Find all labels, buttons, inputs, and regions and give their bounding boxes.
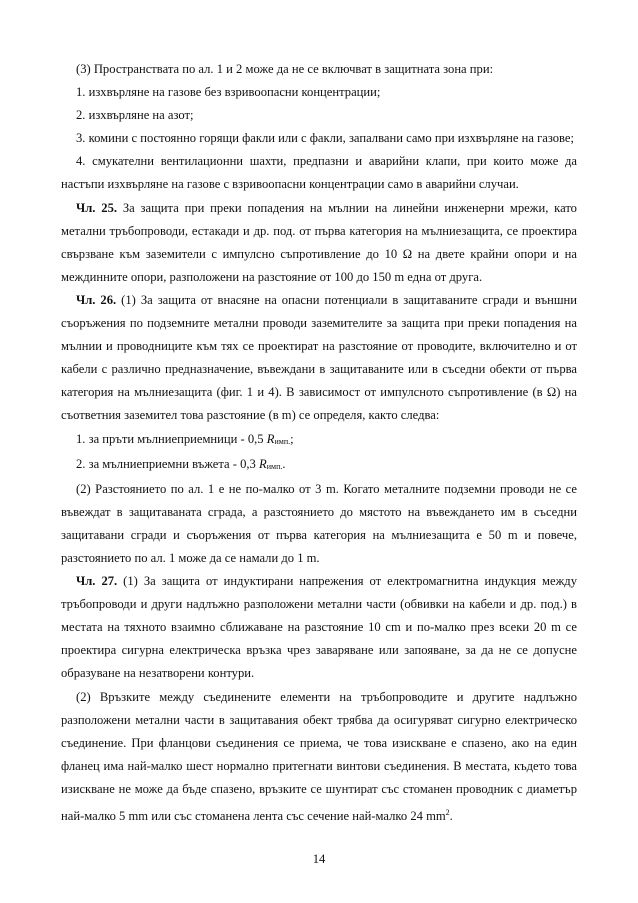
paragraph: (3) Пространствата по ал. 1 и 2 може да не се включват в защитната зона при:	[76, 62, 494, 76]
list-item: 1. за пръти мълниеприемници - 0,5 $R_{имп.}$;	[76, 431, 294, 446]
list-item: 2. за мълниеприемни въжета - 0,3 $R_{имп.}$.	[76, 456, 286, 471]
article-25	[61, 197, 577, 289]
list-item: 3. комини с постоянно горящи факли или с факли, запалвани само при изхвърляне на газове;	[76, 131, 574, 146]
article-label: Чл. 27.	[76, 574, 118, 589]
paragraph: (2) Връзките между съединените елементи на тръбопроводите и другите надлъжно разположени метални части в защитавания обект трябва да осигуряват сигурно електрическо съединение. При фланцови съединения се приема, че това изискване е спазено, ако на един фланец има най-малко шест нормално притегнати винтови съединения. В местата, където това изискване не може да бъде спазено, връзките се шунтират със стоманен проводник с диаметър най-малко 5 mm или със стоманена лента със сечение най-малко 24 $mm^2$.	[61, 689, 577, 823]
article-text: За защита при преки попадения на мълнии на линейни инженерни мрежи, като метални тръбопроводи, естакади и др. под. от първа категория на мълниезащита, се проектира свързване към заземители с импулсно съпротивление до 10 Ω на двете крайни опори и на междинните опори, разположени на разстояние от 100 до 150 m една от друга.	[61, 200, 577, 284]
article-27	[61, 570, 577, 685]
article-label: Чл. 26.	[76, 292, 117, 307]
article-label: Чл. 25.	[76, 200, 118, 215]
article-text: (1) За защита от внасяне на опасни потенциали в защитаваните сгради и външни съоръжения по подземните метални проводи заземителите за защита при преки попадения на мълнии и проводниците към тях се проектират на разстояние от проводите, включително и от кабели с различно предназначение, въвеждани в защитаваните или в съседни обекти от първа категория на мълниезащита (фиг. 1 и 4). В зависимост от импулсното съпротивление (в Ω) на съответния заземител това разстояние (в m) се определя, както следва:	[61, 292, 577, 423]
document-body	[61, 58, 577, 828]
article-text: (1) За защита от индуктирани напрежения от електромагнитна индукция между тръбопроводи и други надлъжно разположени метални части (обвивки на кабели и др. под.) в местата на тяхното взаимно сближаване на разстояние 10 cm и по-малко през всеки 20 m се проектира сигурна електрическа връзка чрез заваряване или запояване, за да не се допусне образуване на незатворени контури.	[61, 574, 577, 681]
list-item: 1. изхвърляне на газове без взривоопасни концентрации;	[76, 85, 381, 100]
page-number: 14	[312, 852, 326, 866]
resistance-symbol: R	[266, 431, 275, 446]
paragraph: (2) Разстоянието по ал. 1 е не по-малко от 3 m. Когато металните подземни проводи не се въвеждат в защитаваната сграда, а разстоянието до мястото на въвеждането им в съседни защитавани сгради и съоръжения от първа категория на мълниезащита е 50 m и повече, разстоянието по ал. 1 може да се намали до 1 m.	[61, 481, 577, 565]
article-26	[61, 289, 577, 428]
list-item: 2. изхвърляне на азот;	[76, 108, 194, 123]
list-item: 4. смукателни вентилационни шахти, предпазни и аварийни клапи, при които може да настъпи изхвърляне на газове с взривоопасни концентрации само в аварийни случаи.	[61, 154, 577, 192]
resistance-symbol: R	[259, 456, 267, 471]
